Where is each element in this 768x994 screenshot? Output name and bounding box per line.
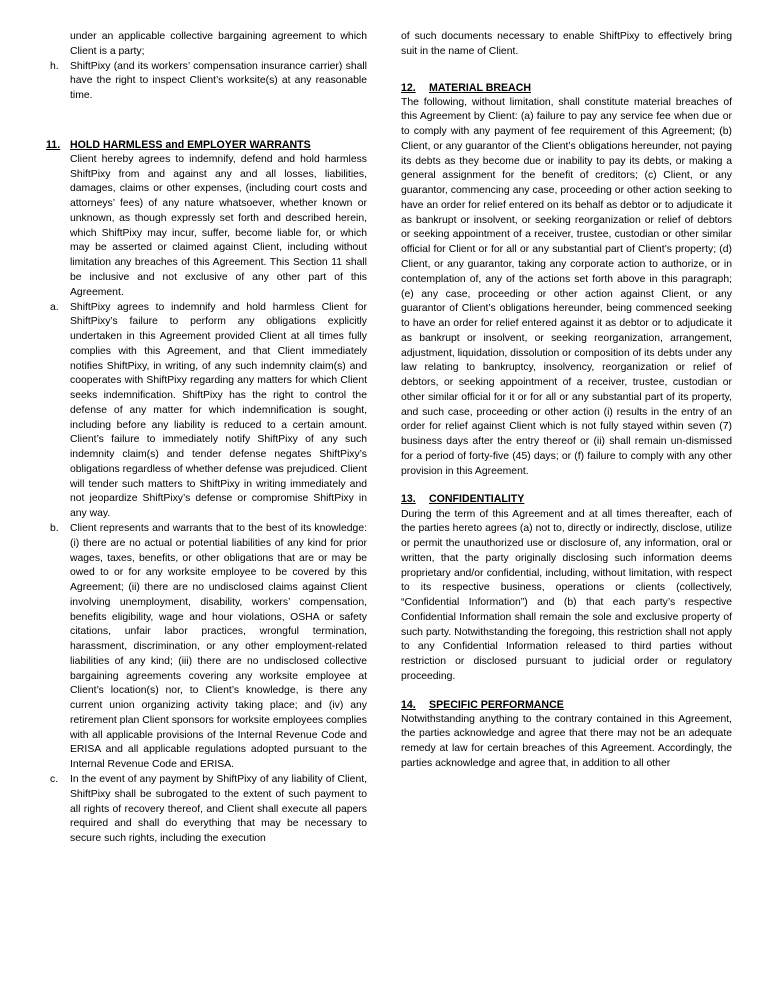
list-item-text: ShiftPixy agrees to indemnify and hold harmless Client for ShiftPixy’s failure to perform any obligations explicitly undertaken in this Agreement provided Client at all times fully complies with this Agreement, and that Client immediately notifies ShiftPixy, in writing, of any such indemnity claim(s) and cooperates with ShiftPixy regarding any matters for which Client seeks indemnification. ShiftPixy has the right to control the defense of any matter for which indemnification is sought, including before any liability is reduced to a certain amount. Client’s failure to immediately notify ShiftPixy of any such indemnity claim(s) and tender defense negates ShiftPixy’s obligations regardless of whether defense was prejudiced. Client will tender such matters to ShiftPixy in writing immediately and not jeopardize ShiftPixy’s defense or compromise ShiftPixy in any way.	[70, 301, 367, 520]
section-heading-12	[401, 81, 732, 96]
section-heading-11	[36, 138, 367, 153]
left-column	[36, 30, 367, 847]
section-title: SPECIFIC PERFORMANCE	[429, 698, 564, 711]
section-spacer	[36, 121, 367, 138]
list-marker: b.	[50, 523, 59, 534]
section-spacer	[401, 685, 732, 698]
list-marker: a.	[50, 301, 59, 313]
section-number: 12.	[401, 81, 416, 94]
list-item	[36, 301, 367, 522]
list-marker: c.	[50, 774, 59, 786]
section-11-body: Client hereby agrees to indemnify, defend and hold harmless ShiftPixy from and against any and all losses, liabilities, damages, claims or other expenses, (including court costs and attorneys’ fees) of any nature whatsoever, whether known or unknown, as though expressly set forth and described herein, which ShiftPixy may incur, suffer, become liable for, or which may be asserted or claimed against Client, including without limitation any breaches of this Agreement. This Section 11 shall be inclusive and not exclusive of any other part of this Agreement.	[70, 153, 367, 298]
right-column	[401, 30, 732, 772]
two-column-layout	[36, 30, 732, 847]
section-spacer	[36, 104, 367, 121]
list-item	[36, 522, 367, 773]
section-number: 14.	[401, 698, 416, 711]
section-12-body: The following, without limitation, shall constitute material breaches of this Agreement by Client: (a) failure to pay any service fee when due or to comply with any payment of fee requirement of this Agreement; (b) Client, or any guarantor of the Client’s obligations hereunder, not paying its debts as they become due or inability to pay its debts, or making a general assignment for the benefit of creditors; (c) Client, or any guarantor, commencing any case, proceeding or other action seeking to have an order for relief entered on its behalf as debtor or to adjudicate it as bankrupt or insolvent, or seeking reorganization or relief of debtors or seeking appointment of a receiver, trustee, custodian or other similar official for Client or for all or any substantial part of Client’s property; (d) Client, or any guarantor, taking any corporate action to authorize, or in contemplation of, any of the actions set forth above in this paragraph; (e) any case, proceeding or other action against Client, or any guarantor of Client’s obligations hereunder, being commenced seeking to have an order for relief entered against it as debtor or to adjudicate it as bankrupt or insolvent, or seeking reorganization, arrangement, adjustment, liquidation, dissolution or composition of its debts under any law relating to bankruptcy, insolvency, reorganization or relief of debtors, or seeking appointment of a receiver, trustee, custodian or other similar official for it or for all or any substantial part of its property, and such case, proceeding or other action (i) results in the entry of an order for relief against Client which is not fully stayed within seven (7) business days after the entry thereof or (ii) shall remain un-dismissed for a period of forty-five (45) days; or (f) failure to comply with any other provision in this Agreement.	[401, 96, 732, 477]
section-spacer	[401, 479, 732, 492]
section-13-body: During the term of this Agreement and at all times thereafter, each of the parties hereto agrees (a) not to, directly or indirectly, disclose, utilize or permit the unauthorized use or disclosure of, any information, oral or written, that the party originally disclosing such information deems proprietary and/or confidential, including, without limitation, with respect to its respective business, operations or clients (collectively, “Confidential Information”) and (b) that each party’s respective Confidential Information shall remain the sole and exclusive property of such party. Notwithstanding the foregoing, this restriction shall not apply to any Confidential Information released to third parties without restriction or disclosed pursuant to judicial order or regulatory proceeding.	[401, 508, 732, 682]
list-item-text: In the event of any payment by ShiftPixy of any liability of Client, ShiftPixy shall be subrogated to the extent of such payment to all rights of recovery thereof, and Client shall execute all papers required and shall do everything that may be necessary to secure such rights, including the execution	[70, 774, 367, 845]
list-item-text: Client represents and warrants that to the best of its knowledge: (i) there are no actual or potential liabilities of any kind for prior wages, taxes, benefits, or other obligations that are or may be owed to or for any worksite employee to be covered by this Agreement; (ii) there are no undisclosed claims against Client involving unemployment, disability, workers’ compensation, benefits eligibility, wage and hour violations, OSHA or safety citations, unfair labor practices, wrongful termination, harassment, discrimination, or any other employment-related liabilities of any kind; (iii) there are no undisclosed collective bargaining agreements covering any worksite employee at Client’s location(s) nor, to Client’s knowledge, is there any current union organizing activity taking place; and (iv) any retirement plan Client sponsors for worksite employees complies with all applicable provisions of the Internal Revenue Code and ERISA and all applicable regulations adopted pursuant to the Internal Revenue Code and ERISA.	[70, 523, 367, 771]
list-marker: h.	[50, 60, 59, 72]
list-item	[36, 30, 367, 60]
section-title: CONFIDENTIALITY	[429, 493, 525, 506]
section-heading-13	[401, 492, 732, 507]
section-14-body: Notwithstanding anything to the contrary contained in this Agreement, the parties acknowledge and agree that there may not be an adequate remedy at law for certain breaches of this Agreement. Accordingly, the parties acknowledge and agree that, in addition to all other	[401, 713, 732, 770]
list-item	[36, 60, 367, 104]
section-spacer	[401, 60, 732, 73]
list-item-text: under an applicable collective bargaining agreement to which Client is a party;	[70, 31, 367, 57]
section-spacer	[401, 73, 732, 81]
section-title: HOLD HARMLESS and EMPLOYER WARRANTS	[70, 138, 311, 151]
list-item-text: ShiftPixy (and its workers’ compensation insurance carrier) shall have the right to inspect Client’s worksite(s) at any reasonable time.	[70, 60, 367, 102]
list-item	[36, 773, 367, 847]
continued-paragraph: of such documents necessary to enable ShiftPixy to effectively bring suit in the name of Client.	[401, 31, 732, 57]
section-11-body-wrap	[36, 153, 367, 301]
section-number: 13.	[401, 493, 416, 506]
section-title: MATERIAL BREACH	[429, 81, 532, 94]
section-number: 11.	[46, 138, 61, 151]
section-heading-14	[401, 698, 732, 713]
